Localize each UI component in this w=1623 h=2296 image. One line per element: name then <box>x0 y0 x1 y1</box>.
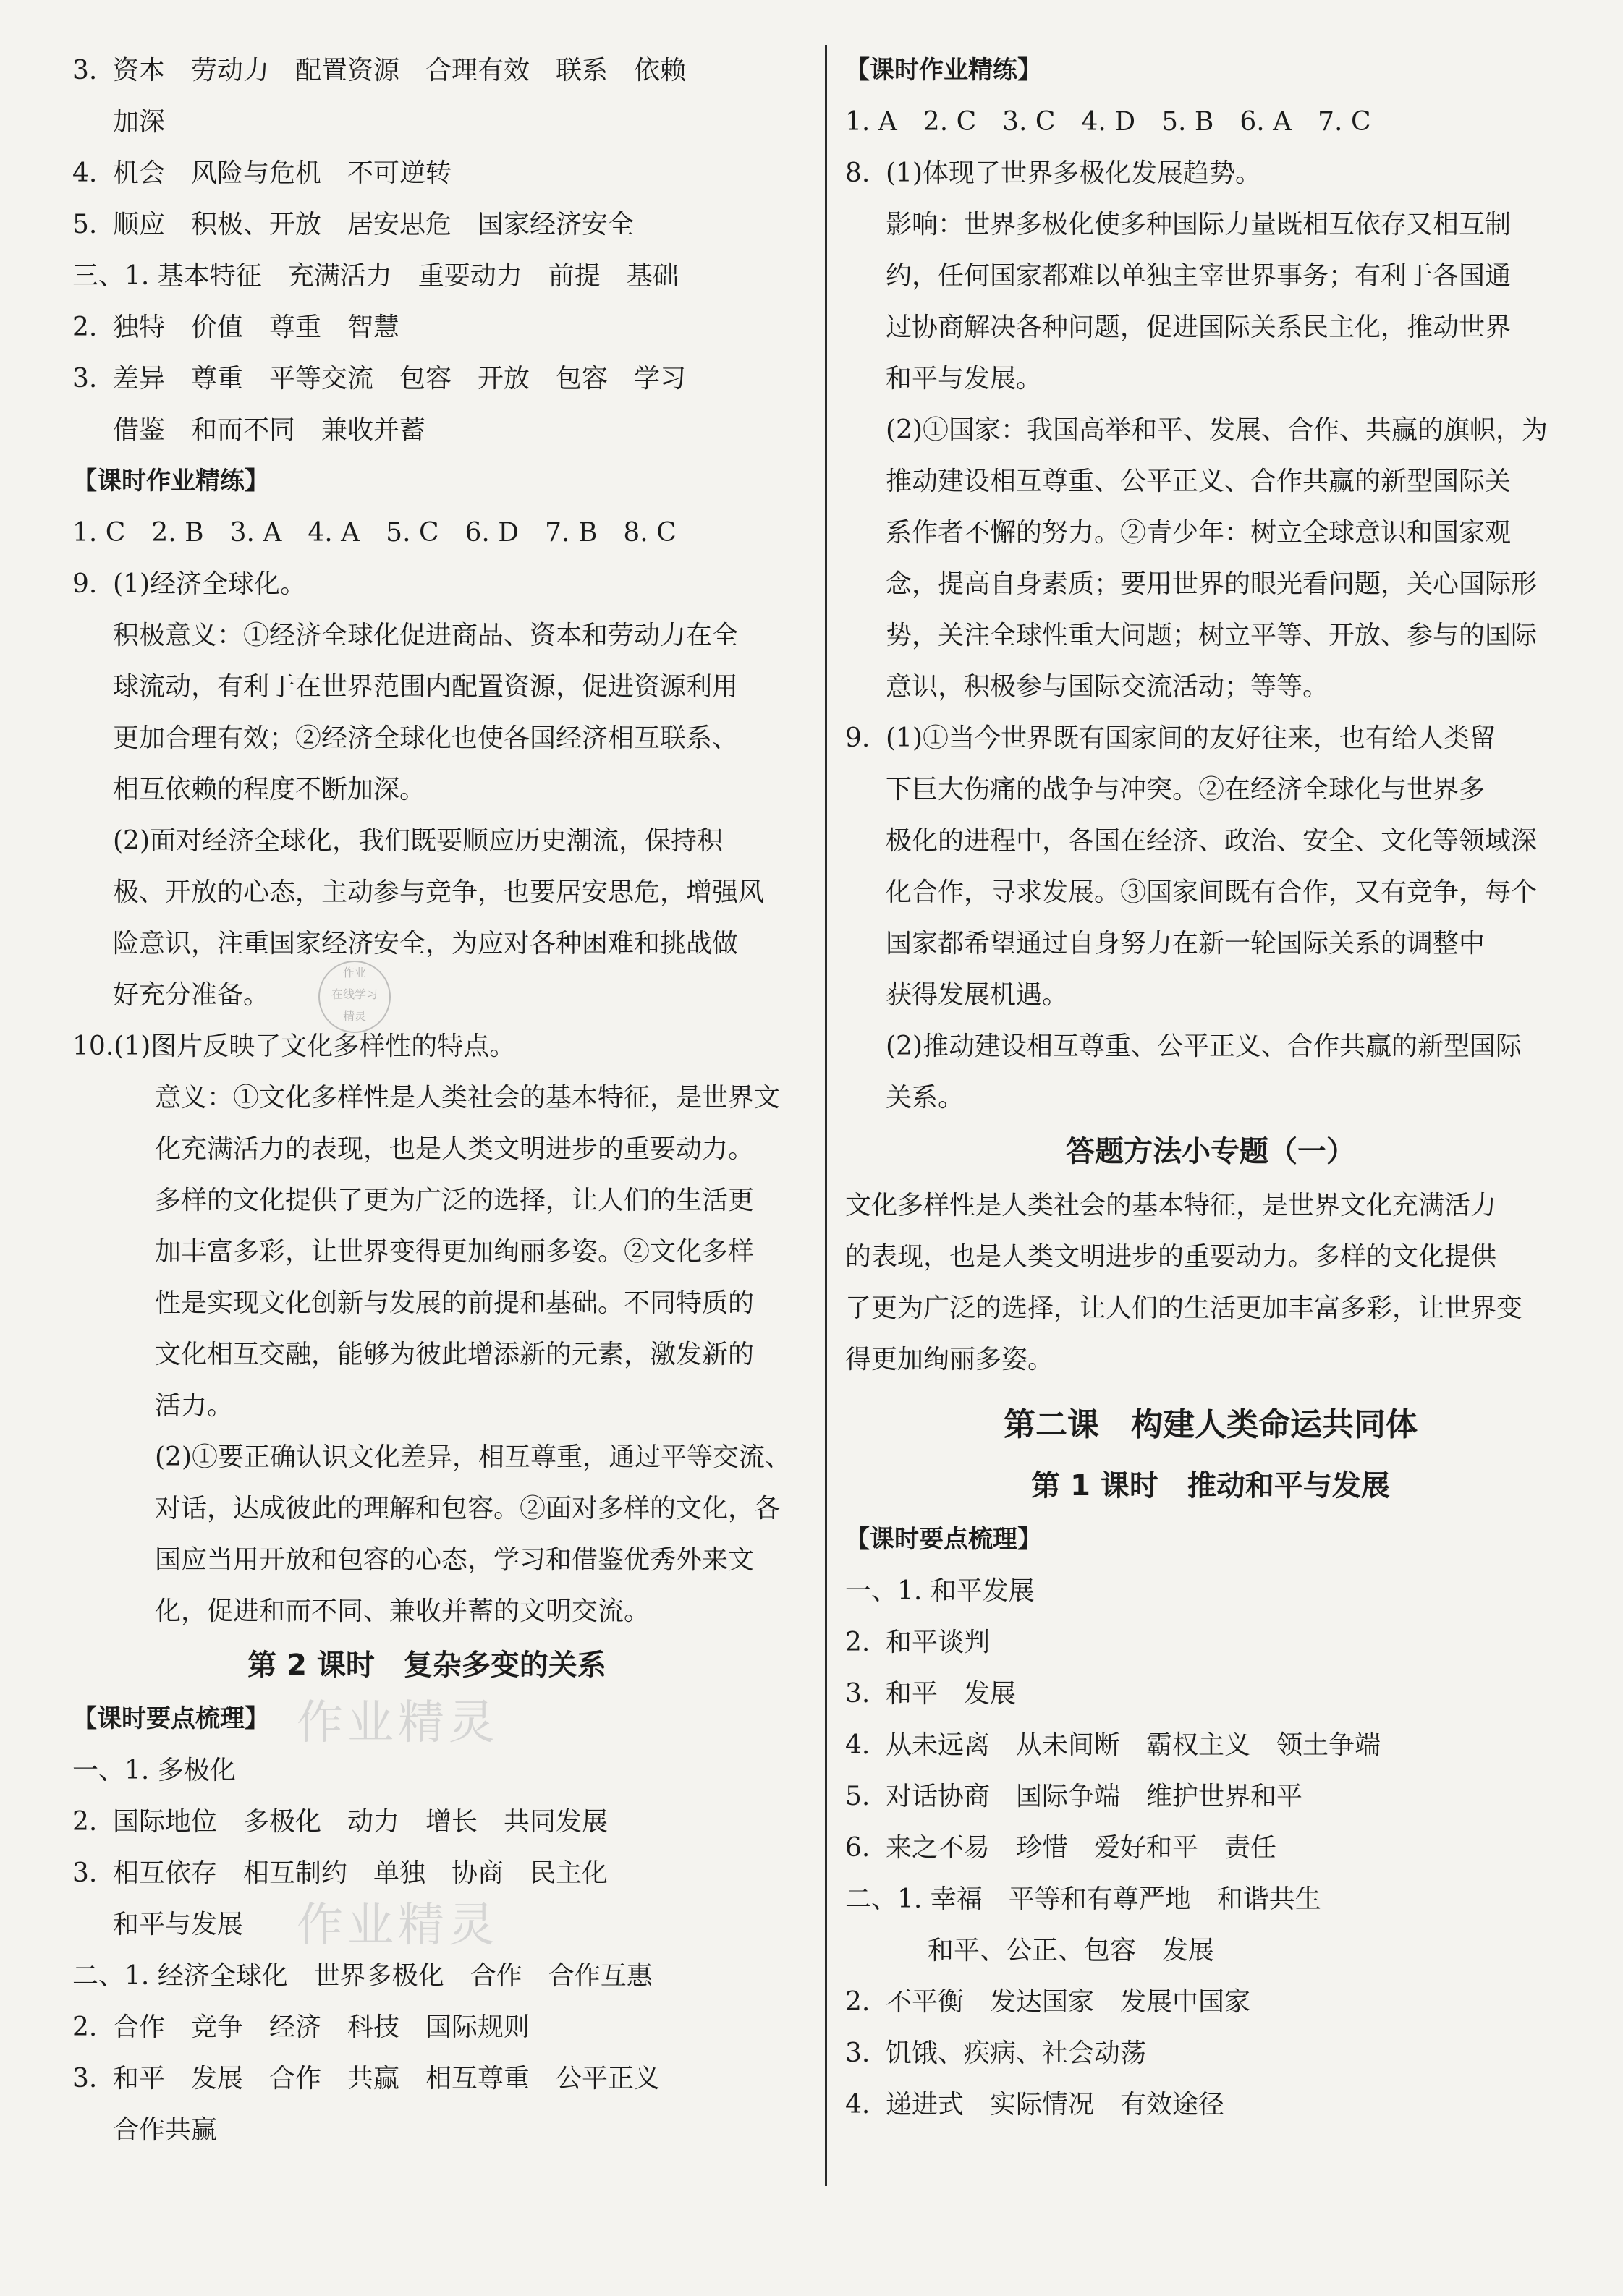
column-divider <box>825 45 827 2186</box>
answer-line <box>845 1874 1576 1925</box>
answer-line <box>845 1822 1576 1874</box>
answer-text: 相互依存 相互制约 单独 协商 民主化 <box>113 1858 609 1888</box>
answer-line <box>845 1021 1576 1072</box>
answer-line <box>845 558 1576 610</box>
item-number: 3. <box>72 2064 98 2093</box>
answer-text: (1)经济全球化。 <box>113 569 306 599</box>
answer-text: 极、开放的心态，主动参与竞争，也要居安思危，增强风 <box>113 877 765 907</box>
section-label: 【课时作业精练】 <box>72 467 269 496</box>
answer-text: (2)推动建设相互尊重、公平正义、合作共赢的新型国际 <box>886 1032 1522 1061</box>
answer-text: 国应当用开放和包容的心态，学习和借鉴优秀外来文 <box>155 1545 755 1575</box>
answer-line <box>72 1534 781 1586</box>
answer-line <box>845 1565 1576 1617</box>
answer-text: 相互依赖的程度不断加深。 <box>113 775 426 804</box>
answer-line <box>72 148 781 199</box>
answer-line <box>845 507 1576 558</box>
answer-line <box>72 1175 781 1226</box>
answer-text: 和平与发展。 <box>886 364 1043 394</box>
answer-text: 念，提高自身素质；要用世界的眼光看问题，关心国际形 <box>886 569 1538 599</box>
answer-text: 活力。 <box>155 1391 234 1421</box>
item-number: 2. <box>72 1807 98 1837</box>
answer-text: 机会 风险与危机 不可逆转 <box>113 158 452 188</box>
answer-line <box>72 1586 781 1637</box>
answer-line <box>845 867 1576 918</box>
answer-text: 影响：世界多极化使多种国际力量既相互依存又相互制 <box>886 210 1512 239</box>
answer-text: 对话，达成彼此的理解和包容。②面对多样的文化，各 <box>155 1494 781 1523</box>
answer-line <box>72 1745 781 1796</box>
answer-line <box>845 250 1576 302</box>
answer-text: 势，关注全球性重大问题；树立平等、开放、参与的国际 <box>886 621 1538 650</box>
answer-line <box>72 764 781 815</box>
answer-line <box>72 713 781 764</box>
answer-text: 了更为广泛的选择，让人们的生活更加丰富多彩，让世界变 <box>845 1293 1523 1323</box>
answer-line <box>845 713 1576 764</box>
answer-text: 递进式 实际情况 有效途径 <box>886 2090 1225 2119</box>
answer-line <box>72 918 781 969</box>
answer-text: 一、1. 多极化 <box>72 1756 236 1785</box>
item-number: 3. <box>845 2038 870 2068</box>
right-column <box>845 45 1576 2130</box>
answer-text: 国际地位 多极化 动力 增长 共同发展 <box>113 1807 609 1837</box>
section-label: 【课时要点梳理】 <box>72 1704 269 1733</box>
answer-line <box>845 302 1576 353</box>
answer-text: 三、1. 基本特征 充满活力 重要动力 前提 基础 <box>72 261 679 291</box>
answer-text: 更加合理有效；②经济全球化也使各国经济相互联系、 <box>113 723 739 753</box>
answer-line <box>72 2002 781 2053</box>
answer-line <box>72 1380 781 1432</box>
answer-text: 加深 <box>113 107 166 137</box>
answer-text: 极化的进程中，各国在经济、政治、安全、文化等领域深 <box>886 826 1538 856</box>
answer-line <box>845 2079 1576 2130</box>
answer-text: 和平 发展 合作 共赢 相互尊重 公平正义 <box>113 2064 661 2093</box>
item-number: 2. <box>845 1987 870 2017</box>
answer-line <box>845 1072 1576 1123</box>
stamp-line: 精灵 <box>342 1009 366 1023</box>
answer-text: (1)图片反映了文化多样性的特点。 <box>114 1032 516 1061</box>
answer-line <box>845 1617 1576 1668</box>
answer-text: 和平与发展 <box>113 1910 244 1939</box>
answer-text: 不平衡 发达国家 发展中国家 <box>886 1987 1251 2017</box>
answer-text: 饥饿、疾病、社会动荡 <box>886 2038 1147 2068</box>
stamp-line: 作业 <box>342 966 366 979</box>
answer-text: 险意识，注重国家经济安全，为应对各种困难和挑战做 <box>113 929 739 958</box>
answer-text: 从未远离 从未间断 霸权主义 领土争端 <box>886 1730 1381 1760</box>
answer-line <box>845 1180 1576 1231</box>
answer-line <box>72 1329 781 1380</box>
answer-line <box>72 507 781 558</box>
answer-line <box>72 353 781 404</box>
watermark-text: 作业精灵 <box>297 1899 499 1952</box>
answer-line <box>72 404 781 456</box>
lesson-heading: 第 2 课时 复杂多变的关系 <box>247 1649 606 1682</box>
item-number: 3. <box>72 1858 98 1888</box>
answer-line <box>845 969 1576 1021</box>
answer-text: 化充满活力的表现，也是人类文明进步的重要动力。 <box>155 1134 755 1164</box>
answer-text: 二、1. 经济全球化 世界多极化 合作 合作互惠 <box>72 1961 653 1991</box>
answer-line <box>845 1976 1576 2028</box>
answer-text: 文化相互交融，能够为彼此增添新的元素，激发新的 <box>155 1340 755 1369</box>
item-number: 8. <box>845 158 870 188</box>
section-label: 【课时要点梳理】 <box>845 1525 1042 1554</box>
answer-line <box>845 610 1576 661</box>
answer-text: 过协商解决各种问题，促进国际关系民主化，推动世界 <box>886 312 1512 342</box>
answer-line <box>845 1231 1576 1283</box>
answer-line <box>845 148 1576 199</box>
answer-text: 下巨大伤痛的战争与冲突。②在经济全球化与世界多 <box>886 775 1486 804</box>
answer-text: (1)体现了世界多极化发展趋势。 <box>886 158 1261 188</box>
lesson-heading: 第 1 课时 推动和平与发展 <box>1031 1469 1390 1502</box>
answer-line <box>72 1072 781 1123</box>
answer-text: 意义：①文化多样性是人类社会的基本特征，是世界文 <box>155 1083 781 1113</box>
answer-line <box>845 1283 1576 1334</box>
answer-line <box>72 1950 781 2002</box>
answer-text: 和平 发展 <box>886 1679 1017 1709</box>
answer-line <box>845 1771 1576 1822</box>
answer-text: 合作 竞争 经济 科技 国际规则 <box>113 2012 530 2042</box>
answer-text: 资本 劳动力 配置资源 合理有效 联系 依赖 <box>113 56 687 85</box>
answer-text: 国家都希望通过自身努力在新一轮国际关系的调整中 <box>886 929 1486 958</box>
answer-line <box>72 1796 781 1848</box>
answer-line <box>72 1277 781 1329</box>
answer-line <box>72 2104 781 2156</box>
answer-text: 得更加绚丽多姿。 <box>845 1345 1054 1374</box>
answer-line <box>845 2028 1576 2079</box>
answer-text: (2)①国家：我国高举和平、发展、合作、共赢的旗帜，为 <box>886 415 1548 445</box>
lesson-heading: 答题方法小专题（一） <box>1066 1135 1355 1168</box>
answer-line <box>845 764 1576 815</box>
answer-line <box>72 96 781 148</box>
watermark-text: 作业精灵 <box>297 1696 499 1750</box>
answer-text: 文化多样性是人类社会的基本特征，是世界文化充满活力 <box>845 1191 1497 1220</box>
answer-text: 多样的文化提供了更为广泛的选择，让人们的生活更 <box>155 1186 755 1215</box>
stamp-line: 在线学习 <box>331 987 378 1001</box>
answer-text: 1. C 2. B 3. A 4. A 5. C 6. D 7. B 8. C <box>72 518 677 548</box>
answer-text: 来之不易 珍惜 爱好和平 责任 <box>886 1833 1277 1863</box>
section-label: 【课时作业精练】 <box>845 56 1042 85</box>
item-number: 3. <box>72 56 98 85</box>
answer-line <box>72 969 781 1021</box>
answer-line <box>845 404 1576 456</box>
answer-line <box>845 918 1576 969</box>
answer-text: 系作者不懈的努力。②青少年：树立全球意识和国家观 <box>886 518 1512 548</box>
answer-line <box>845 456 1576 507</box>
answer-text: 意识，积极参与国际交流活动；等等。 <box>886 672 1329 702</box>
answer-line <box>845 1925 1576 1976</box>
answer-text: 合作共赢 <box>113 2115 218 2145</box>
answer-line <box>845 1334 1576 1385</box>
item-number: 5. <box>72 210 98 239</box>
item-number: 2. <box>72 2012 98 2042</box>
answer-line <box>72 302 781 353</box>
answer-line <box>845 199 1576 250</box>
watermark-stamp <box>318 961 391 1033</box>
answer-line <box>72 661 781 713</box>
answer-text: 约，任何国家都难以单独主宰世界事务；有利于各国通 <box>886 261 1512 291</box>
answer-text: 化，促进和而不同、兼收并蓄的文明交流。 <box>155 1596 651 1626</box>
answer-line <box>845 815 1576 867</box>
answer-line <box>72 815 781 867</box>
answer-text: (2)①要正确认识文化差异，相互尊重，通过平等交流、 <box>155 1442 791 1472</box>
answer-line <box>72 1483 781 1534</box>
answer-text: 借鉴 和而不同 兼收并蓄 <box>113 415 426 445</box>
item-number: 6. <box>845 1833 870 1863</box>
answer-line <box>72 2053 781 2104</box>
answer-text: 对话协商 国际争端 维护世界和平 <box>886 1782 1303 1811</box>
answer-text: (2)面对经济全球化，我们既要顺应历史潮流，保持积 <box>113 826 723 856</box>
answer-line <box>72 1226 781 1277</box>
item-number: 3. <box>845 1679 870 1709</box>
left-column <box>72 45 791 2156</box>
answer-text: 顺应 积极、开放 居安思危 国家经济安全 <box>113 210 635 239</box>
answer-line <box>72 867 781 918</box>
item-number: 9. <box>845 723 870 753</box>
answer-line <box>72 558 781 610</box>
answer-text: 球流动，有利于在世界范围内配置资源，促进资源利用 <box>113 672 739 702</box>
answer-line <box>72 610 781 661</box>
answer-text: 二、1. 幸福 平等和有尊严地 和谐共生 <box>845 1884 1321 1914</box>
item-number: 3. <box>72 364 98 394</box>
answer-line <box>845 661 1576 713</box>
answer-text: 化合作，寻求发展。③国家间既有合作，又有竞争，每个 <box>886 877 1538 907</box>
item-number: 9. <box>72 569 98 599</box>
answer-text: (1)①当今世界既有国家间的友好往来，也有给人类留 <box>886 723 1496 753</box>
answer-line <box>72 45 781 96</box>
answer-text: 性是实现文化创新与发展的前提和基础。不同特质的 <box>155 1288 755 1318</box>
item-number: 4. <box>845 2090 870 2119</box>
answer-line <box>72 199 781 250</box>
answer-line <box>845 1719 1576 1771</box>
answer-text: 获得发展机遇。 <box>886 980 1069 1010</box>
item-number: 2. <box>845 1628 870 1657</box>
answer-text: 差异 尊重 平等交流 包容 开放 包容 学习 <box>113 364 687 394</box>
answer-text: 1. A 2. C 3. C 4. D 5. B 6. A 7. C <box>845 107 1371 137</box>
answer-text: 好充分准备。 <box>113 980 270 1010</box>
item-number: 5. <box>845 1782 870 1811</box>
answer-line <box>845 353 1576 404</box>
answer-text: 一、1. 和平发展 <box>845 1576 1035 1606</box>
answer-text: 积极意义：①经济全球化促进商品、资本和劳动力在全 <box>113 621 739 650</box>
answer-text: 推动建设相互尊重、公平正义、合作共赢的新型国际关 <box>886 467 1512 496</box>
answer-text: 和平、公正、包容 发展 <box>928 1936 1215 1965</box>
answer-text: 独特 价值 尊重 智慧 <box>113 312 400 342</box>
answer-text: 加丰富多彩，让世界变得更加绚丽多姿。②文化多样 <box>155 1237 755 1267</box>
answer-line <box>72 1021 781 1072</box>
item-number: 4. <box>845 1730 870 1760</box>
answer-text: 和平谈判 <box>886 1628 991 1657</box>
answer-text: 的表现，也是人类文明进步的重要动力。多样的文化提供 <box>845 1242 1497 1272</box>
item-number: 10. <box>72 1032 114 1061</box>
item-number: 2. <box>72 312 98 342</box>
answer-line <box>72 1123 781 1175</box>
answer-line <box>845 96 1576 148</box>
answer-text: 关系。 <box>886 1083 965 1113</box>
answer-line <box>845 1668 1576 1719</box>
answer-line <box>72 1432 791 1483</box>
item-number: 4. <box>72 158 98 188</box>
answer-line <box>72 250 781 302</box>
chapter-heading: 第二课 构建人类命运共同体 <box>1004 1406 1418 1443</box>
